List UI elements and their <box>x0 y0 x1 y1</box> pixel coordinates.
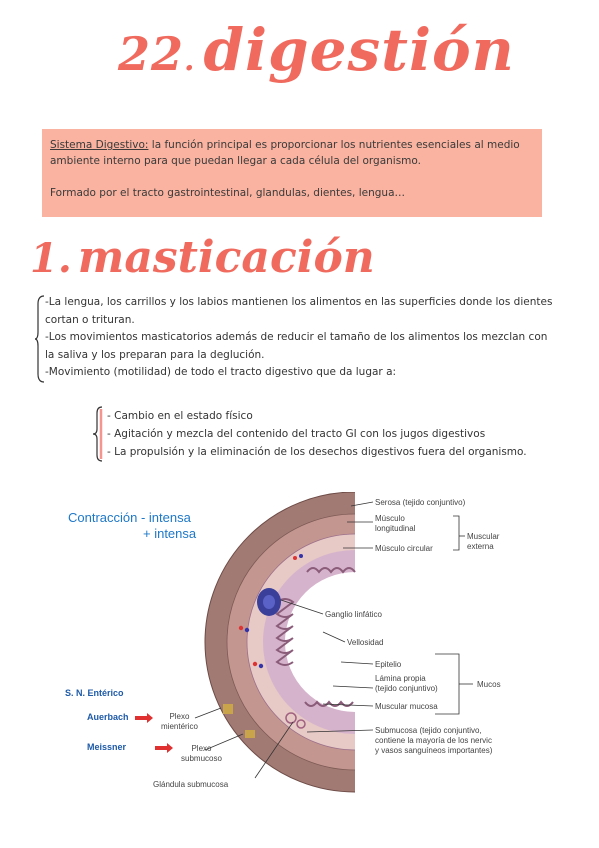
sub-bullet-item: - Cambio en el estado físico <box>107 410 253 422</box>
mucosa-label: Mucos <box>477 680 501 689</box>
sub-bullet-item: - Agitación y mezcla del contenido del tracto GI con los jugos digestivos <box>107 428 486 440</box>
intro-paragraph <box>50 137 534 169</box>
intro-text: la función principal es proporcionar los nutrientes esenciales al medio ambiente interno para que puedan llegar a cada célula del organismo. <box>50 139 520 167</box>
auerbach-label: Auerbach <box>87 712 129 722</box>
section-number: 1. <box>30 235 72 282</box>
serosa-label: Serosa (tejido conjuntivo) <box>375 498 466 507</box>
sn-enterico-label: S. N. Entérico <box>65 688 124 698</box>
brace-icon <box>92 405 104 463</box>
glandula-label: Glándula submucosa <box>153 780 229 789</box>
intro-box <box>42 129 542 217</box>
bullet-item: -La lengua, los carrillos y los labios mantienen los alimentos en las superficies donde los dientes cortan o trituran. <box>45 296 553 326</box>
sub-bullet-list <box>107 407 567 461</box>
submucosa-label: Submucosa (tejido conjuntivo, contiene la mayoría de los nervic y vasos sanguíneos importantes) <box>375 726 493 755</box>
section-title <box>30 232 375 288</box>
lamina-propia-label: Lámina propia (tejido conjuntivo) <box>375 674 438 693</box>
intro-label: Sistema Digestivo: <box>50 139 149 151</box>
epitelio-label: Epitelio <box>375 660 402 669</box>
contraction-label-2: + intensa <box>143 526 197 541</box>
muscular-mucosa-label: Muscular mucosa <box>375 702 438 711</box>
contraction-label: Contracción - intensa <box>68 510 191 525</box>
plexo-mienterico-label: Plexo mientérico <box>161 712 198 731</box>
page-title <box>118 16 515 86</box>
bullet-list <box>45 294 560 382</box>
section-title-text: masticación <box>77 232 375 283</box>
title-number: 22 <box>118 27 185 81</box>
title-text: digestión <box>203 16 515 84</box>
intro-formed-by: Formado por el tracto gastrointestinal, glandulas, dientes, lengua… <box>50 187 406 199</box>
ganglio-label: Ganglio linfático <box>325 610 382 619</box>
bullet-item: -Los movimientos masticatorios además de reducir el tamaño de los alimentos los mezclan con la saliva y los preparan para la deglución. <box>45 331 548 361</box>
meissner-label: Meissner <box>87 742 127 752</box>
vellosidad-label: Vellosidad <box>347 638 384 647</box>
muscular-externa-label: Muscular externa <box>467 532 500 551</box>
title-dot: . <box>184 43 196 78</box>
bullet-item: -Movimiento (motilidad) de todo el tracto digestivo que da lugar a: <box>45 366 397 378</box>
musculo-longitudinal-label: Músculo longitudinal <box>375 514 416 533</box>
plexo-submucoso-label: Plexo submucoso <box>181 744 222 763</box>
musculo-circular-label: Músculo circular <box>375 544 433 553</box>
sub-bullet-item: - La propulsión y la eliminación de los desechos digestivos fuera del organismo. <box>107 446 527 458</box>
intestinal-wall-figure <box>55 492 575 802</box>
